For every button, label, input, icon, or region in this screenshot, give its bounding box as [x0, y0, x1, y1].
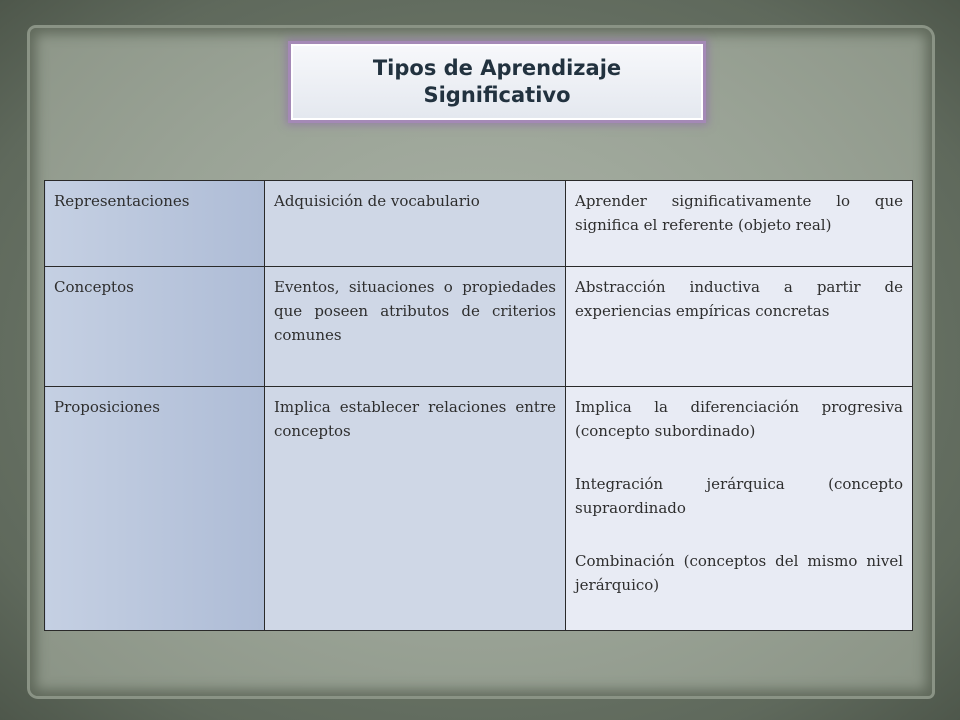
- row-description: Adquisición de vocabulario: [265, 181, 566, 267]
- row-description: Eventos, situaciones o propiedades que poseen atributos de criterios comunes: [265, 267, 566, 387]
- detail-text: Integración jerárquica (concepto supraordinado: [575, 475, 903, 517]
- detail-text: Combinación (conceptos del mismo nivel jerárquico): [575, 552, 903, 594]
- detail-text: Abstracción inductiva a partir de experiencias empíricas concretas: [575, 278, 903, 320]
- row-details: [566, 267, 913, 387]
- slide-title-line-1: Tipos de Aprendizaje: [372, 56, 622, 80]
- row-details: [566, 387, 913, 631]
- row-header-conceptos: Conceptos: [45, 267, 265, 387]
- detail-text: Aprender significativamente lo que significa el referente (objeto real): [575, 192, 903, 234]
- table-row: [45, 267, 913, 387]
- row-header-proposiciones: Proposiciones: [45, 387, 265, 631]
- learning-types-table: [44, 180, 913, 631]
- row-description: Implica establecer relaciones entre conceptos: [265, 387, 566, 631]
- row-header-representaciones: Representaciones: [45, 181, 265, 267]
- slide-title-line-2: Significativo: [423, 83, 571, 107]
- table-row: [45, 181, 913, 267]
- row-details: [566, 181, 913, 267]
- table-row: [45, 387, 913, 631]
- detail-text: Implica la diferenciación progresiva (concepto subordinado): [575, 398, 903, 440]
- title-box: [291, 44, 703, 120]
